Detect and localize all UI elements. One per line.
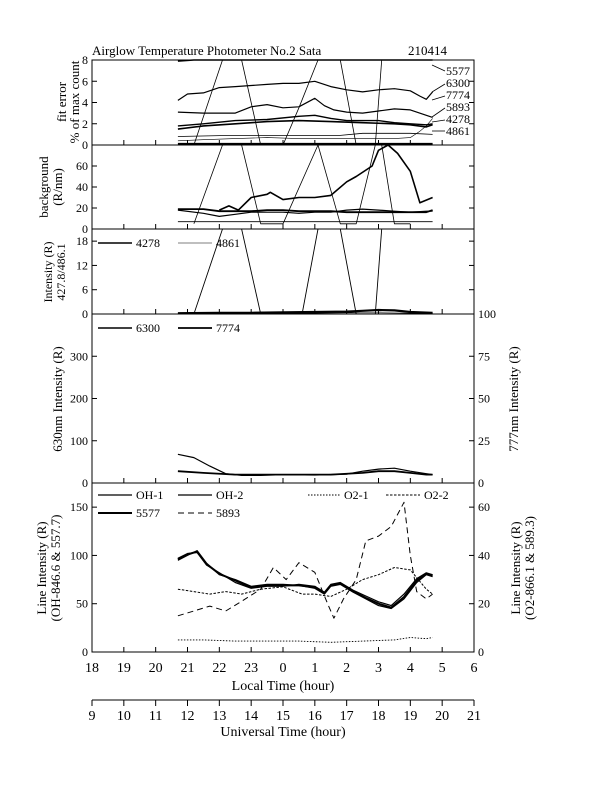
xtick-local-label: 0	[279, 661, 287, 676]
xtick-ut-label: 14	[244, 709, 259, 724]
xtick-local-label: 4	[406, 661, 414, 676]
fit-label-5577: 5577	[446, 64, 470, 78]
ytick2-label: 75	[478, 349, 490, 364]
red-lines-ylabel	[50, 346, 65, 451]
svg-text:777nm Intensity (R): 777nm Intensity (R)	[506, 346, 521, 452]
xtick-local-label: 20	[148, 661, 163, 676]
ytick2-label: 40	[478, 548, 490, 563]
ytick-label: 0	[82, 222, 88, 236]
svg-text:% of max count: % of max count	[67, 60, 82, 144]
xtick-local-label: 23	[244, 661, 259, 676]
legend-o22: O2-2	[424, 488, 449, 502]
fit-label-4861: 4861	[446, 124, 470, 138]
svg-text:630nm Intensity (R): 630nm Intensity (R)	[50, 346, 65, 452]
ytick2-label: 100	[478, 307, 496, 321]
xtick-ut-label: 9	[88, 709, 96, 724]
svg-text:427.8/486.1: 427.8/486.1	[54, 243, 68, 301]
ytick2-label: 0	[478, 476, 484, 490]
ytick-label: 40	[76, 180, 88, 194]
xtick-ut-label: 19	[403, 709, 418, 724]
ytick-label: 100	[70, 433, 88, 448]
legend-6300: 6300	[136, 321, 160, 335]
xtick-local-label: 21	[180, 661, 195, 676]
xtick-ut-label: 11	[148, 709, 163, 724]
ytick-label: 12	[76, 258, 88, 273]
ytick2-label: 50	[478, 391, 490, 406]
legend-oh2: OH-2	[216, 488, 244, 502]
xtick-ut-label: 20	[435, 709, 450, 724]
xtick-local-label: 19	[116, 661, 131, 676]
legend-5577: 5577	[136, 506, 160, 520]
xtick-local-label: 2	[343, 661, 351, 676]
xtick-ut-label: 10	[116, 709, 131, 724]
legend-oh1: OH-1	[136, 488, 164, 502]
xtick-local-label: 18	[85, 661, 99, 676]
svg-text:Line Intensity (R): Line Intensity (R)	[508, 521, 523, 615]
xtick-ut-label: 15	[276, 709, 290, 724]
ytick2-label: 0	[478, 645, 484, 659]
fit-label-4278: 4278	[446, 112, 470, 126]
xtick-ut-label: 12	[180, 709, 195, 724]
legend-o21: O2-1	[344, 488, 369, 502]
ytick-label: 0	[82, 307, 88, 321]
blue-lines-ylabel	[41, 242, 68, 303]
ytick2-label: 25	[478, 433, 490, 448]
ytick-label: 300	[70, 349, 88, 364]
xtick-ut-label: 13	[212, 709, 227, 724]
red-lines-ylabel-right	[506, 346, 521, 451]
ytick-label: 100	[70, 548, 88, 563]
fit-label-7774: 7774	[446, 88, 470, 102]
fit-label-5893: 5893	[446, 100, 470, 114]
legend-5893: 5893	[216, 506, 240, 520]
legend-7774: 7774	[216, 321, 240, 335]
svg-text:(OH-846.6 & 557.7): (OH-846.6 & 557.7)	[48, 514, 63, 622]
ytick-label: 18	[76, 234, 88, 249]
fit-label-6300: 6300	[446, 76, 470, 90]
ytick-label: 50	[76, 596, 88, 611]
ytick-label: 0	[82, 138, 88, 152]
ytick-label: 0	[82, 476, 88, 490]
legend-4861: 4861	[216, 236, 240, 250]
svg-text:background: background	[36, 156, 51, 218]
svg-text:Line Intensity (R): Line Intensity (R)	[34, 521, 49, 615]
ytick-label: 150	[70, 500, 88, 515]
ytick-label: 6	[82, 282, 88, 297]
xtick-ut-label: 18	[371, 709, 386, 724]
xtick-ut-label: 17	[339, 709, 354, 724]
ytick-label: 2	[82, 116, 88, 131]
xtick-local-label: 5	[438, 661, 446, 676]
ytick-label: 200	[70, 391, 88, 406]
xtick-local-label: 1	[311, 661, 319, 676]
xtick-local-label: 3	[375, 661, 382, 676]
ytick-label: 60	[76, 159, 88, 173]
xtick-ut-label: 16	[307, 709, 322, 724]
ytick-label: 0	[82, 645, 88, 659]
ytick-label: 4	[82, 95, 88, 110]
xaxis-ut-title: Universal Time (hour)	[220, 725, 346, 740]
ytick2-label: 20	[478, 596, 490, 611]
xtick-ut-label: 21	[467, 709, 481, 724]
ytick-label: 20	[76, 201, 88, 215]
svg-text:(R/nm): (R/nm)	[50, 168, 65, 206]
ytick2-label: 60	[478, 500, 490, 515]
ytick-label: 8	[82, 53, 88, 67]
svg-text:Intensity (R): Intensity (R)	[41, 241, 55, 303]
chart-title: Airglow Temperature Photometer No.2 Sata	[92, 43, 322, 58]
svg-text:(O2-866.1 & 589.3): (O2-866.1 & 589.3)	[522, 516, 537, 620]
ytick-label: 6	[82, 74, 88, 89]
xaxis-local-title: Local Time (hour)	[231, 679, 335, 694]
chart-date: 210414	[408, 43, 447, 58]
xtick-local-label: 22	[212, 661, 227, 676]
line-intensity-ylabel-right	[508, 516, 537, 620]
legend-4278: 4278	[136, 236, 160, 250]
xtick-local-label: 6	[470, 661, 478, 676]
line-intensity-ylabel	[34, 515, 63, 622]
svg-text:fit error: fit error	[54, 81, 69, 123]
